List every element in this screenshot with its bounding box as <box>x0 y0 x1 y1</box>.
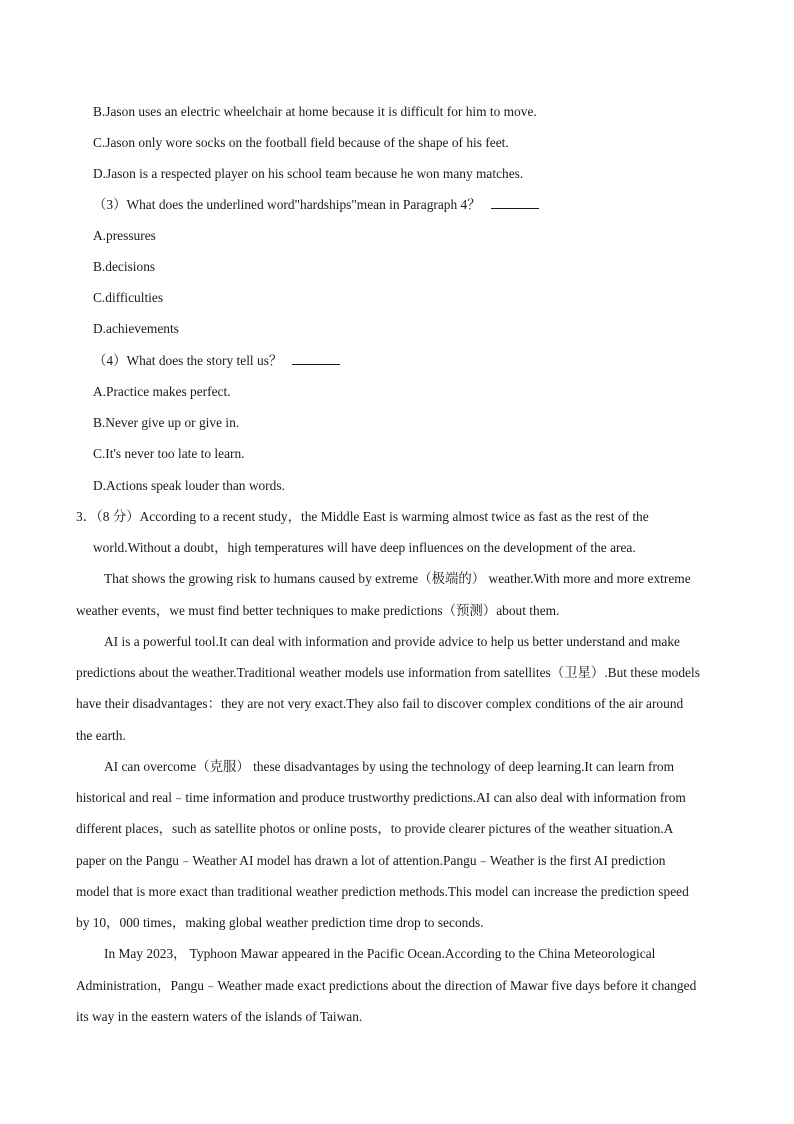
q3-paragraph-line: by 10，000 times，making global weather prediction time drop to seconds. <box>76 915 484 930</box>
q3-paragraph-line: paper on the Pangu﹣Weather AI model has drawn a lot of attention.Pangu﹣Weather is the first AI prediction <box>76 853 666 868</box>
q2-sub4-question <box>93 353 340 369</box>
q2-sub3-question <box>93 197 539 213</box>
q3-paragraph-line: predictions about the weather.Traditional weather models use information from satellites（卫星）.But these models <box>76 665 700 680</box>
answer-blank <box>491 197 539 209</box>
q2-option-d: D.Jason is a respected player on his school team because he won many matches. <box>93 166 524 181</box>
q3-paragraph-line: the earth. <box>76 728 126 743</box>
q2-option-b: B.Jason uses an electric wheelchair at home because it is difficult for him to move. <box>93 104 537 119</box>
q2-sub3-question-text: （3）What does the underlined word"hardships"mean in Paragraph 4？ <box>93 197 481 212</box>
q2-sub4-option-d: D.Actions speak louder than words. <box>93 478 285 493</box>
q3-paragraph-line: AI can overcome（克服） these disadvantages by using the technology of deep learning.It can learn from <box>104 759 675 774</box>
answer-blank <box>292 353 340 365</box>
q2-sub4-option-a: A.Practice makes perfect. <box>93 384 231 399</box>
q2-sub3-option-d: D.achievements <box>93 321 179 336</box>
q3-paragraph-line: historical and real﹣time information and produce trustworthy predictions.AI can also deal with information from <box>76 790 686 805</box>
q3-paragraph-line: its way in the eastern waters of the islands of Taiwan. <box>76 1009 363 1024</box>
q3-paragraph-line: AI is a powerful tool.It can deal with information and provide advice to help us better understand and make <box>104 634 680 649</box>
q2-sub3-option-c: C.difficulties <box>93 290 164 305</box>
q2-sub3-option-b: B.decisions <box>93 259 156 274</box>
q3-intro-line: world.Without a doubt，high temperatures will have deep influences on the development of the area. <box>93 540 636 555</box>
q2-sub4-question-text: （4）What does the story tell us？ <box>93 353 283 368</box>
q2-sub3-option-a: A.pressures <box>93 228 156 243</box>
q2-sub4-option-c: C.It's never too late to learn. <box>93 446 245 461</box>
q2-sub4-option-b: B.Never give up or give in. <box>93 415 240 430</box>
q3-paragraph-line: That shows the growing risk to humans caused by extreme（极端的） weather.With more and more extreme <box>104 571 691 586</box>
q3-paragraph-line: different places，such as satellite photos or online posts，to provide clearer pictures of the weather situation.A <box>76 821 674 836</box>
q3-paragraph-line: weather events，we must find better techniques to make predictions（预测）about them. <box>76 603 560 618</box>
q2-option-c: C.Jason only wore socks on the football field because of the shape of his feet. <box>93 135 509 150</box>
q3-paragraph-line: model that is more exact than traditional weather prediction methods.This model can increase the prediction speed <box>76 884 689 899</box>
q3-intro-line: 3．（8 分）According to a recent study，the Middle East is warming almost twice as fast as the rest of the <box>76 509 649 524</box>
q3-paragraph-line: Administration，Pangu﹣Weather made exact predictions about the direction of Mawar five days before it changed <box>76 978 697 993</box>
q3-paragraph-line: In May 2023， Typhoon Mawar appeared in the Pacific Ocean.According to the China Meteorological <box>104 946 656 961</box>
q3-paragraph-line: have their disadvantages：they are not very exact.They also fail to discover complex conditions of the air around <box>76 696 684 711</box>
